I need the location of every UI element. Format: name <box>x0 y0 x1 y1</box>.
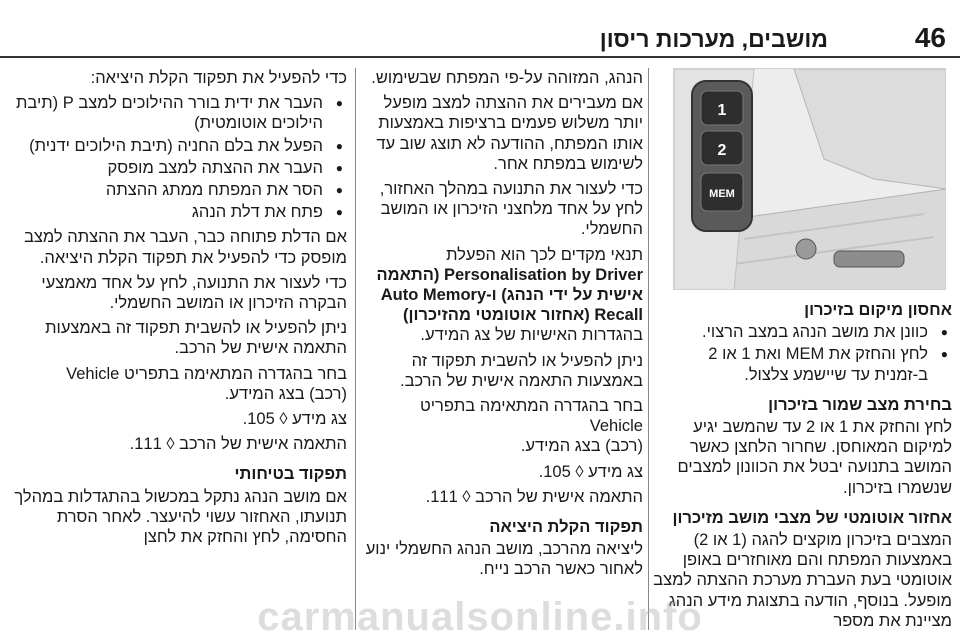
watermark: carmanualsonline.info <box>257 595 703 639</box>
paragraph <box>10 364 347 404</box>
list-item: ● הפעל את בלם החניה (תיבת הילוכים ידנית) <box>10 136 347 156</box>
chapter-title: מושבים, מערכות ריסון <box>599 26 828 52</box>
seat-memory-buttons-figure <box>673 68 946 290</box>
paragraph: הנהג, המזוהה על-פי המפתח שבשימוש. <box>371 69 643 87</box>
column-middle <box>363 68 643 585</box>
memory-button-1-label: 1 <box>717 102 727 119</box>
exit-assist-conditions <box>10 93 347 222</box>
section-heading: תפקוד הקלת היציאה <box>489 518 643 537</box>
column-left <box>10 68 347 552</box>
setting-name: Recall (אחזור אוטומטי מהזיכרון) <box>403 306 643 325</box>
paragraph: ניתן להפעיל או להשבית תפקוד זה באמצעות התאמה אישית של הרכב. <box>45 319 347 358</box>
text-span: (רכב) בצג המידע. <box>224 384 347 403</box>
page-header <box>0 0 960 58</box>
text-span: בהגדרות האישיות של צג המידע. <box>420 326 643 345</box>
setting-name: Personalisation by Driver (התאמה <box>376 265 643 284</box>
section-heading: בחירת מצב שמור בזיכרון <box>768 395 952 414</box>
column-divider <box>648 68 649 630</box>
paragraph: כדי לעצור את התנועה במהלך האחזור, לחץ על אחד מלחצני הזיכרון או המושב החשמלי. <box>379 180 643 239</box>
section-heading: אחזור אוטומטי של מצבי מושב מזיכרון <box>672 508 952 527</box>
store-position-steps <box>652 322 952 385</box>
paragraph <box>363 396 643 457</box>
column-divider <box>355 68 356 630</box>
paragraph: אם מעבירים את ההצתה למצב מופעל יותר משלוש פעמים ברציפות באמצעות אותו המפתח, ההודעה לא תוצג שוב עד לשימוש במפתח אחר. <box>376 94 643 173</box>
seat-illustration <box>674 69 946 290</box>
text-span: תנאי מקדים לכך הוא הפעלת <box>446 245 643 264</box>
text-span: בחר בהגדרה המתאימה בתפריט Vehicle <box>419 397 643 436</box>
paragraph: המצבים בזיכרון מוקצים להגה (1 או 2) באמצעות המפתח והם מאוחזרים באופן אוטומטי בעת העברת מערכת ההצתה למצב מופעל. בנוסף, הודעה בתצוגת מידע הנהג מציינת את מספר <box>653 531 952 630</box>
section-heading: אחסון מיקום בזיכרון <box>804 301 952 319</box>
text-span: (רכב) בצג המידע. <box>520 437 643 456</box>
text-span: בחר בהגדרה המתאימה בתפריט Vehicle <box>66 364 347 383</box>
list-item: ● פתח את דלת הנהג <box>10 202 347 222</box>
list-item: ● העבר את ההצתה למצב מופסק <box>10 158 347 178</box>
cross-reference: התאמה אישית של הרכב ◊ 111. <box>425 487 643 506</box>
paragraph <box>363 245 643 346</box>
setting-name: אישית על ידי הנהג) ו-Auto Memory <box>380 286 643 305</box>
memory-button-2-label: 2 <box>717 142 727 159</box>
cross-reference: התאמה אישית של הרכב ◊ 111. <box>129 435 347 454</box>
cross-reference: צג מידע ◊ 105. <box>538 462 643 481</box>
list-item: ● הסר את המפתח ממתג ההצתה <box>10 180 347 200</box>
list-item: ● כוונן את מושב הנהג במצב הרצוי. <box>652 322 952 342</box>
cross-reference: צג מידע ◊ 105. <box>242 410 347 429</box>
paragraph: כדי לעצור את התנועה, לחץ על אחד מאמצעי הבקרה הזיכרון או המושב החשמלי. <box>41 273 347 313</box>
paragraph: ליציאה מהרכב, מושב הנהג החשמלי ינוע לאחור כאשר הרכב נייח. <box>365 540 643 579</box>
column-right <box>652 68 952 636</box>
page-number: 46 <box>914 22 946 53</box>
list-item: ● העבר את ידית בורר ההילוכים למצב P (תיבת הילוכים אוטומטית) <box>10 93 347 133</box>
paragraph: אם מושב הנהג נתקל במכשול בהתגדלות במהלך תנועתו, האחזור עשוי להיעצר. לאחר הסרת החסימה, לחץ והחזק את לחצן <box>14 487 347 547</box>
section-heading: תפקוד בטיחותי <box>234 465 347 484</box>
paragraph: אם הדלת פתוחה כבר, העבר את ההצתה למצב מופסק כדי להפעיל את תפקוד הקלת היציאה. <box>24 228 347 267</box>
paragraph: לחץ והחזק את 1 או 2 עד שהמשב יגיע למיקום המאוחסן. שחרור הלחצן כאשר המושב בתנועה יבטל את הכוונון למצבים שנשמרו בזיכרון. <box>677 418 952 497</box>
list-item: ● לחץ והחזק את MEM ואת 1 או 2 ב-זמנית עד שיישמע צלצול. <box>652 344 952 384</box>
paragraph: ניתן להפעיל או להשבית תפקוד זה באמצעות התאמה אישית של הרכב. <box>400 351 643 390</box>
paragraph: כדי להפעיל את תפקוד הקלת היציאה: <box>90 69 347 87</box>
mem-button-label: MEM <box>709 188 735 200</box>
